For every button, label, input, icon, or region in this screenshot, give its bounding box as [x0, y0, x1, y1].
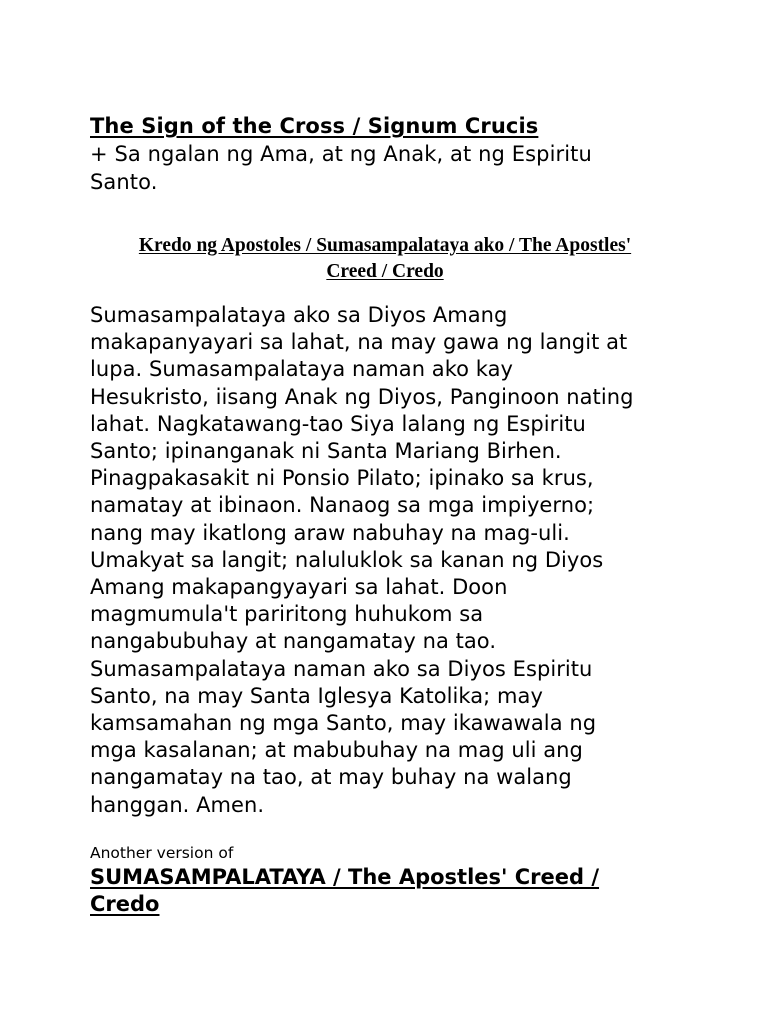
text-line: Santo; ipinanganak ni Santa Mariang Birhen. — [90, 439, 562, 464]
text-line: Santo. — [90, 170, 158, 194]
sign-of-cross-heading: The Sign of the Cross / Signum Crucis — [90, 114, 539, 138]
heading-line: SUMASAMPALATAYA / The Apostles' Creed / — [90, 865, 600, 889]
text-line: Hesukristo, iisang Anak ng Diyos, Panginoon nating — [90, 384, 634, 409]
text-line: makapanyayari sa lahat, na may gawa ng langit at — [90, 330, 628, 355]
text-line: nang may ikatlong araw nabuhay na mag-uli. — [90, 520, 570, 545]
text-line: lupa. Sumasampalataya naman ako kay — [90, 357, 514, 382]
text-line: lahat. Nagkatawang-tao Siya lalang ng Espiritu — [90, 411, 586, 436]
another-version-label: Another version of — [90, 844, 234, 862]
text-line: Sumasampalataya ako sa Diyos Amang — [90, 303, 508, 327]
text-line: magmumula't pariritong huhukom sa — [90, 602, 484, 627]
heading-line: Creed / Credo — [326, 261, 444, 282]
text-line: kamsamahan ng mga Santo, may ikawawala ng — [90, 711, 597, 736]
text-line: Santo, na may Santa Iglesya Katolika; may — [90, 683, 543, 708]
text-line: namatay at ibinaon. Nanaog sa mga impiyerno; — [90, 493, 595, 518]
text-line: Amang makapangyayari sa lahat. Doon — [90, 575, 508, 600]
sign-of-cross-text — [90, 140, 650, 196]
another-version-heading — [90, 864, 680, 918]
text-line: Umakyat sa langit; naluluklok sa kanan ng Diyos — [90, 547, 604, 572]
text-line: Pinagpakasakit ni Ponsio Pilato; ipinako sa krus, — [90, 466, 594, 491]
text-line: Sumasampalataya naman ako sa Diyos Espiritu — [90, 656, 593, 681]
text-line: hanggan. Amen. — [90, 792, 265, 817]
text-line: + Sa ngalan ng Ama, at ng Anak, at ng Espiritu — [90, 142, 592, 166]
text-line: mga kasalanan; at mabubuhay na mag uli ang — [90, 738, 583, 763]
text-line: nangamatay na tao, at may buhay na walang — [90, 765, 572, 790]
apostles-creed-body — [90, 302, 680, 819]
text-line: nangabubuhay at nangamatay na tao. — [90, 629, 497, 654]
heading-line: Kredo ng Apostoles / Sumasampalataya ako / The Apostles' — [138, 235, 632, 256]
apostles-creed-heading — [90, 233, 680, 285]
heading-line: Credo — [90, 892, 160, 916]
